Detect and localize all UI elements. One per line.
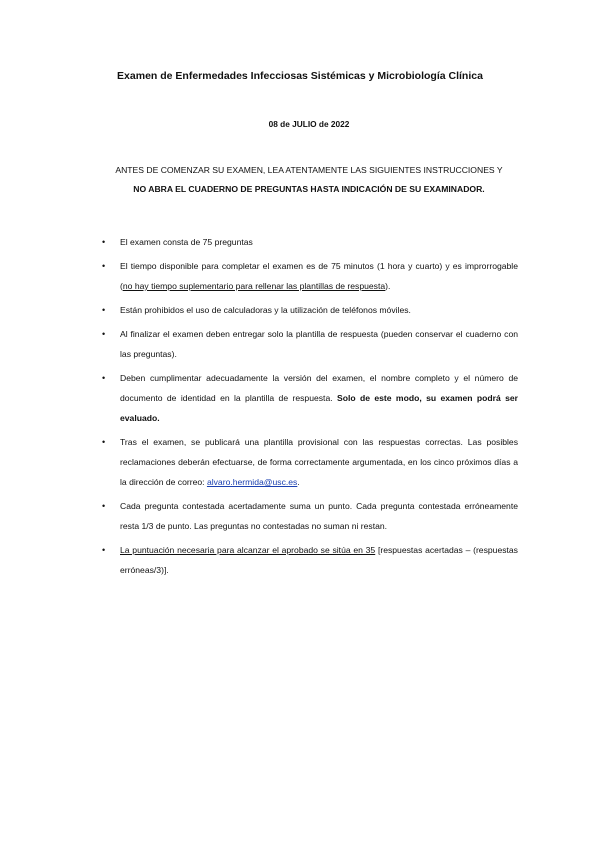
contact-email-link[interactable]: alvaro.hermida@usc.es bbox=[206, 477, 298, 487]
instruction-item bbox=[102, 256, 518, 296]
bullet-icon: • bbox=[102, 545, 106, 555]
instruction-item bbox=[102, 540, 518, 580]
bullet-icon: • bbox=[102, 373, 106, 383]
instructions-list bbox=[102, 232, 518, 584]
instruction-item bbox=[102, 432, 518, 492]
instruction-text-end: ). bbox=[385, 281, 391, 291]
instruction-text: Tras el examen, se publicará una plantilla provisional con las respuestas correctas. Las posibles reclamaciones deberán efectuarse, de forma correctamente argumentada, en los cinco próximos días a la dirección de correo: bbox=[120, 437, 518, 487]
instruction-text-end: [respuestas acertadas – (respuestas erróneas/3)]. bbox=[120, 545, 518, 575]
instruction-bold-text: Solo de este modo, su examen podrá ser evaluado. bbox=[120, 393, 518, 423]
bullet-icon: • bbox=[102, 501, 106, 511]
instruction-text: El examen consta de 75 preguntas bbox=[120, 237, 253, 247]
bullet-icon: • bbox=[102, 305, 106, 315]
instruction-text: Deben cumplimentar adecuadamente la versión del examen, el nombre completo y el número de documento de identidad en la plantilla de respuesta. bbox=[120, 373, 518, 403]
instruction-item bbox=[102, 324, 518, 364]
instruction-text: Cada pregunta contestada acertadamente suma un punto. Cada pregunta contestada erróneamente resta 1/3 de punto. Las preguntas no contestadas no suman ni restan. bbox=[120, 501, 518, 531]
bullet-icon: • bbox=[102, 237, 106, 247]
warning-line-1: ANTES DE COMENZAR SU EXAMEN, LEA ATENTAMENTE LAS SIGUIENTES INSTRUCCIONES Y bbox=[115, 165, 503, 175]
instruction-text: Al finalizar el examen deben entregar solo la plantilla de respuesta (pueden conservar el cuaderno con las preguntas). bbox=[120, 329, 518, 359]
instruction-item bbox=[102, 496, 518, 536]
instruction-underlined-text: no hay tiempo suplementario para rellenar las plantillas de respuesta bbox=[122, 281, 386, 291]
warning-line-2: NO ABRA EL CUADERNO DE PREGUNTAS HASTA INDICACIÓN DE SU EXAMINADOR. bbox=[133, 184, 485, 194]
instruction-item bbox=[102, 232, 518, 252]
instruction-text-end: . bbox=[297, 477, 300, 487]
exam-date: 08 de JULIO de 2022 bbox=[268, 119, 350, 129]
bullet-icon: • bbox=[102, 437, 106, 447]
instruction-item bbox=[102, 300, 518, 320]
bullet-icon: • bbox=[102, 261, 106, 271]
instruction-underlined-text: La puntuación necesaria para alcanzar el aprobado se sitúa en 35 bbox=[120, 545, 376, 555]
exam-title: Examen de Enfermedades Infecciosas Sistémicas y Microbiología Clínica bbox=[117, 70, 483, 82]
bullet-icon: • bbox=[102, 329, 106, 339]
instruction-text: Están prohibidos el uso de calculadoras y la utilización de teléfonos móviles. bbox=[120, 305, 411, 315]
instruction-item bbox=[102, 368, 518, 428]
instruction-text: El tiempo disponible para completar el examen es de 75 minutos (1 hora y cuarto) y es improrrogable ( bbox=[120, 261, 518, 291]
